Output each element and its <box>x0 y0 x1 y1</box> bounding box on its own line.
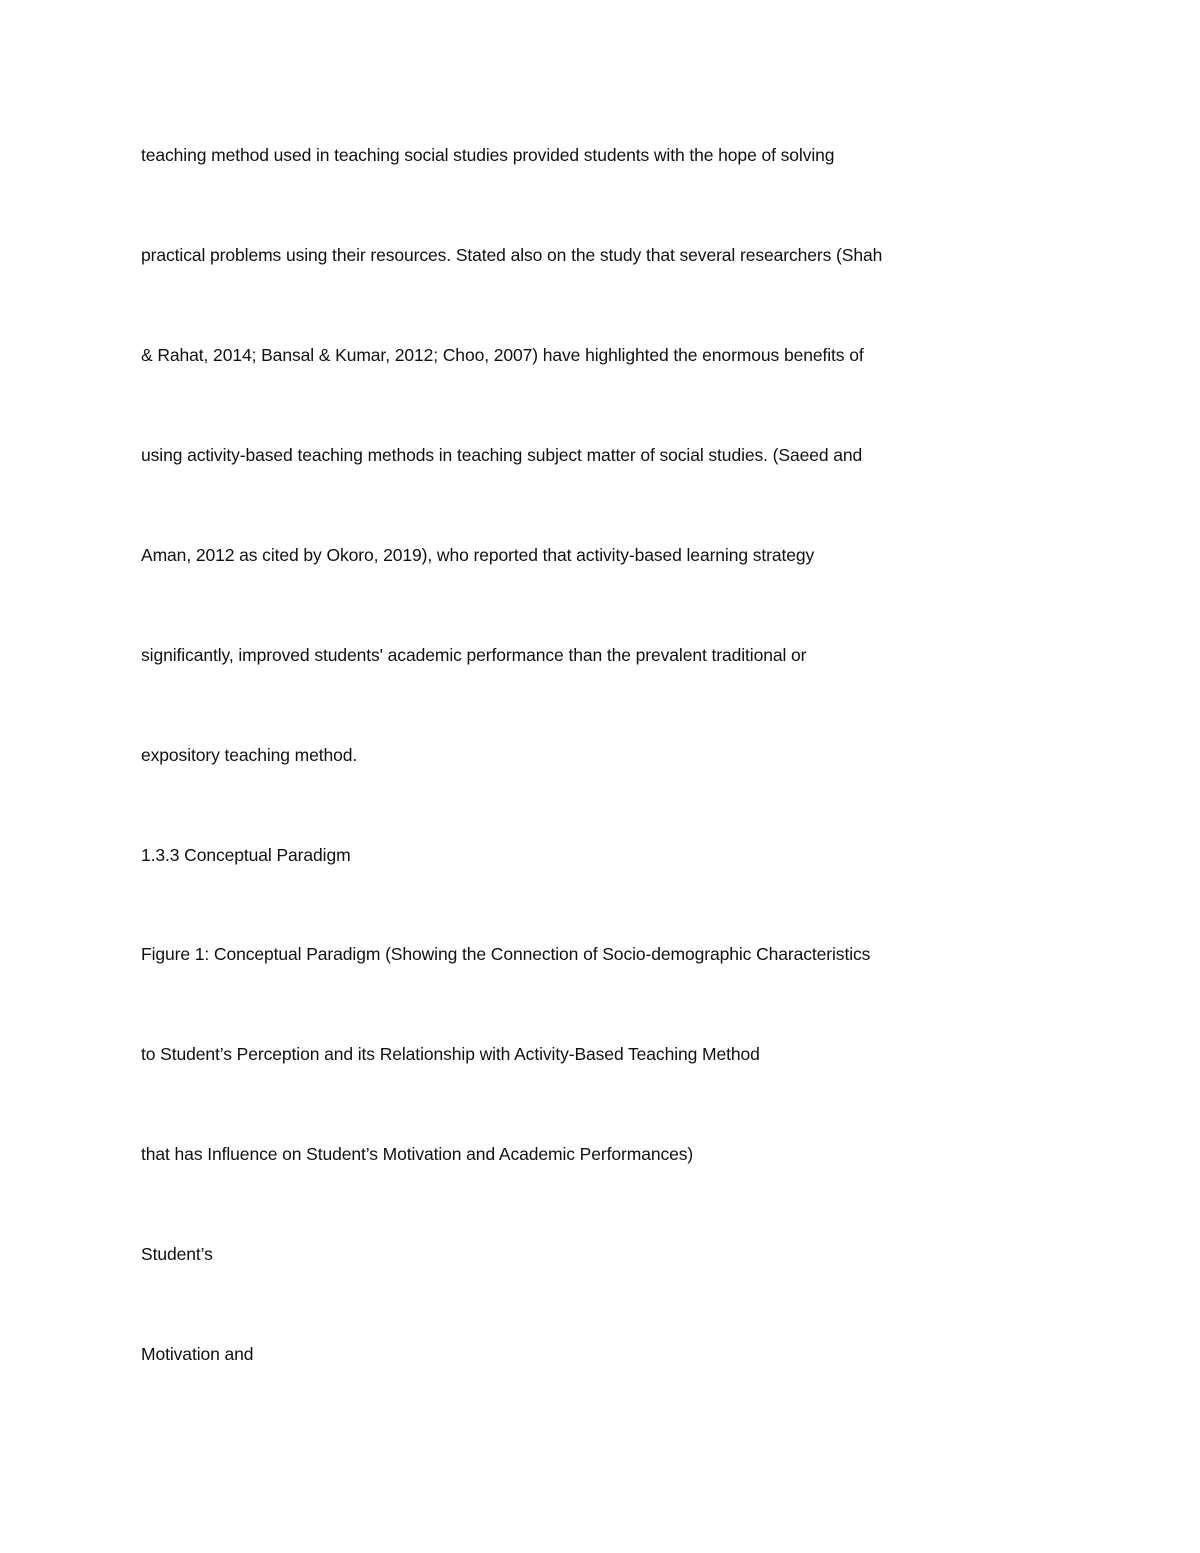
section-heading: 1.3.3 Conceptual Paradigm <box>141 845 351 865</box>
figure-caption-line: that has Influence on Student’s Motivation and Academic Performances) <box>141 1144 694 1164</box>
paragraph-line: practical problems using their resources. Stated also on the study that several researchers (Shah <box>141 245 883 265</box>
paragraph-line: expository teaching method. <box>141 745 358 765</box>
figure-caption-line: Figure 1: Conceptual Paradigm (Showing the Connection of Socio-demographic Characteristics <box>141 944 871 964</box>
figure-caption-line: to Student’s Perception and its Relationship with Activity-Based Teaching Method <box>141 1044 760 1064</box>
paragraph-line: teaching method used in teaching social studies provided students with the hope of solving <box>141 145 835 165</box>
figure-text-line: Motivation and <box>141 1344 254 1364</box>
paragraph-line: Aman, 2012 as cited by Okoro, 2019), who reported that activity-based learning strategy <box>141 545 815 565</box>
paragraph-line: & Rahat, 2014; Bansal & Kumar, 2012; Choo, 2007) have highlighted the enormous benefits of <box>141 345 864 365</box>
paragraph-line: significantly, improved students' academic performance than the prevalent traditional or <box>141 645 807 665</box>
paragraph-line: using activity-based teaching methods in teaching subject matter of social studies. (Saeed and <box>141 445 863 465</box>
figure-text-line: Student’s <box>141 1244 213 1264</box>
